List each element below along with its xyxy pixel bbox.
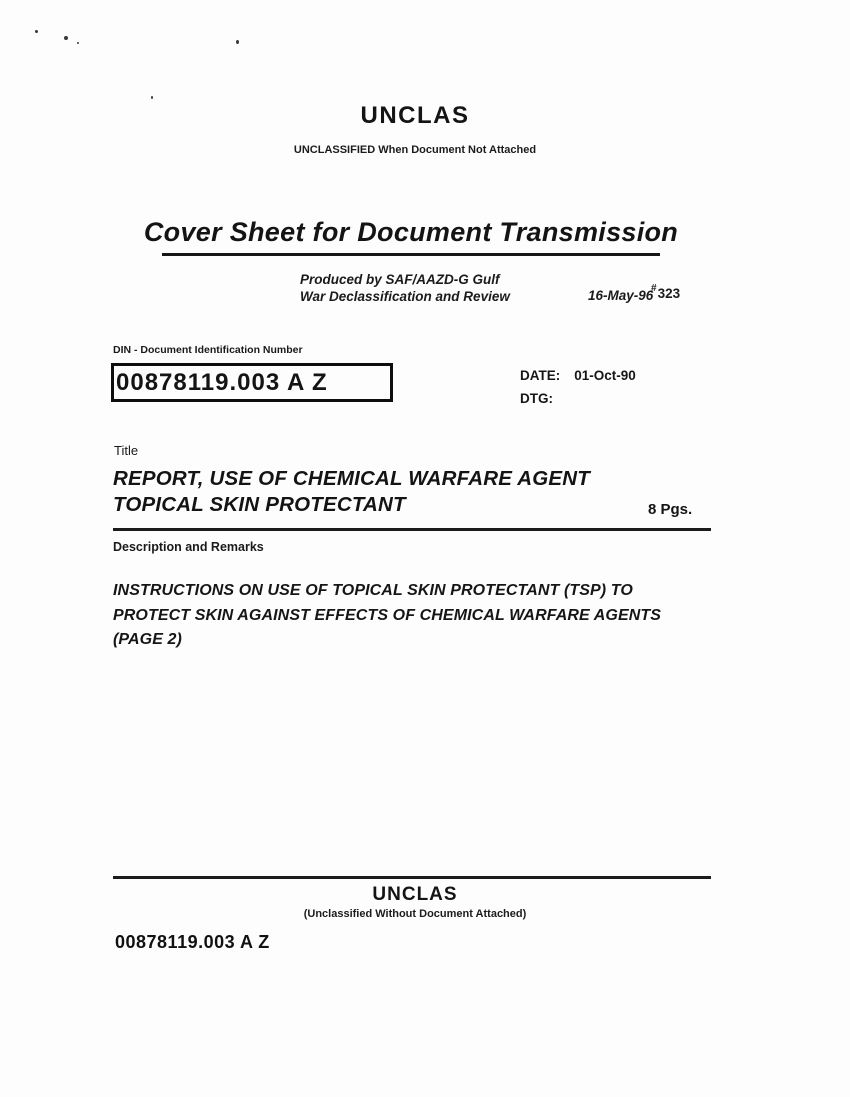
title-underline [162, 253, 660, 256]
document-title-line1: REPORT, USE OF CHEMICAL WARFARE AGENT [113, 467, 591, 490]
top-classification: UNCLAS [360, 102, 470, 129]
scan-artifact-dot [151, 96, 153, 99]
description-line1: INSTRUCTIONS ON USE OF TOPICAL SKIN PROTECTANT (TSP) TO [113, 582, 633, 599]
footer-din-value: 00878119.003 A Z [115, 932, 270, 952]
cover-sheet-title: Cover Sheet for Document Transmission [143, 217, 679, 247]
title-section-label: Title [114, 443, 139, 458]
dtg-row [520, 391, 553, 406]
document-title [113, 466, 590, 518]
bottom-classification: UNCLAS [372, 884, 458, 905]
description-text [113, 579, 661, 653]
produced-by-line2: War Declassification and Review [300, 289, 510, 304]
din-label: DIN - Document Identification Number [113, 344, 303, 356]
description-line2: PROTECT SKIN AGAINST EFFECTS OF CHEMICAL WARFARE AGENTS [113, 606, 662, 624]
dtg-label: DTG: [520, 391, 553, 406]
document-title-line2: TOPICAL SKIN PROTECTANT [113, 493, 406, 516]
divider-line-bottom [113, 876, 711, 879]
number-symbol: # [651, 283, 657, 294]
date-value: 01-Oct-90 [574, 368, 636, 383]
din-value-box [111, 363, 393, 402]
top-classification-note: UNCLASSIFIED When Document Not Attached [293, 144, 537, 156]
description-label: Description and Remarks [113, 540, 264, 554]
scan-artifact-dot [77, 42, 79, 44]
scan-artifact-dot [236, 40, 239, 44]
date-label: DATE: [520, 368, 561, 383]
description-line3: (PAGE 2) [113, 631, 182, 648]
bottom-classification-note: (Unclassified Without Document Attached) [303, 908, 527, 920]
document-number [651, 283, 681, 301]
produced-by-block [300, 271, 510, 305]
produced-date: 16-May-96 [588, 288, 654, 303]
page-count: 8 Pgs. [648, 501, 693, 518]
din-value: 00878119.003 A Z [116, 368, 328, 396]
date-row [520, 368, 636, 383]
number-value: 323 [657, 286, 681, 301]
produced-by-line1: Produced by SAF/AAZD-G Gulf [300, 272, 500, 287]
scan-artifact-dot [35, 30, 38, 33]
divider-line-top [113, 528, 711, 531]
scan-artifact-dot [64, 36, 68, 40]
